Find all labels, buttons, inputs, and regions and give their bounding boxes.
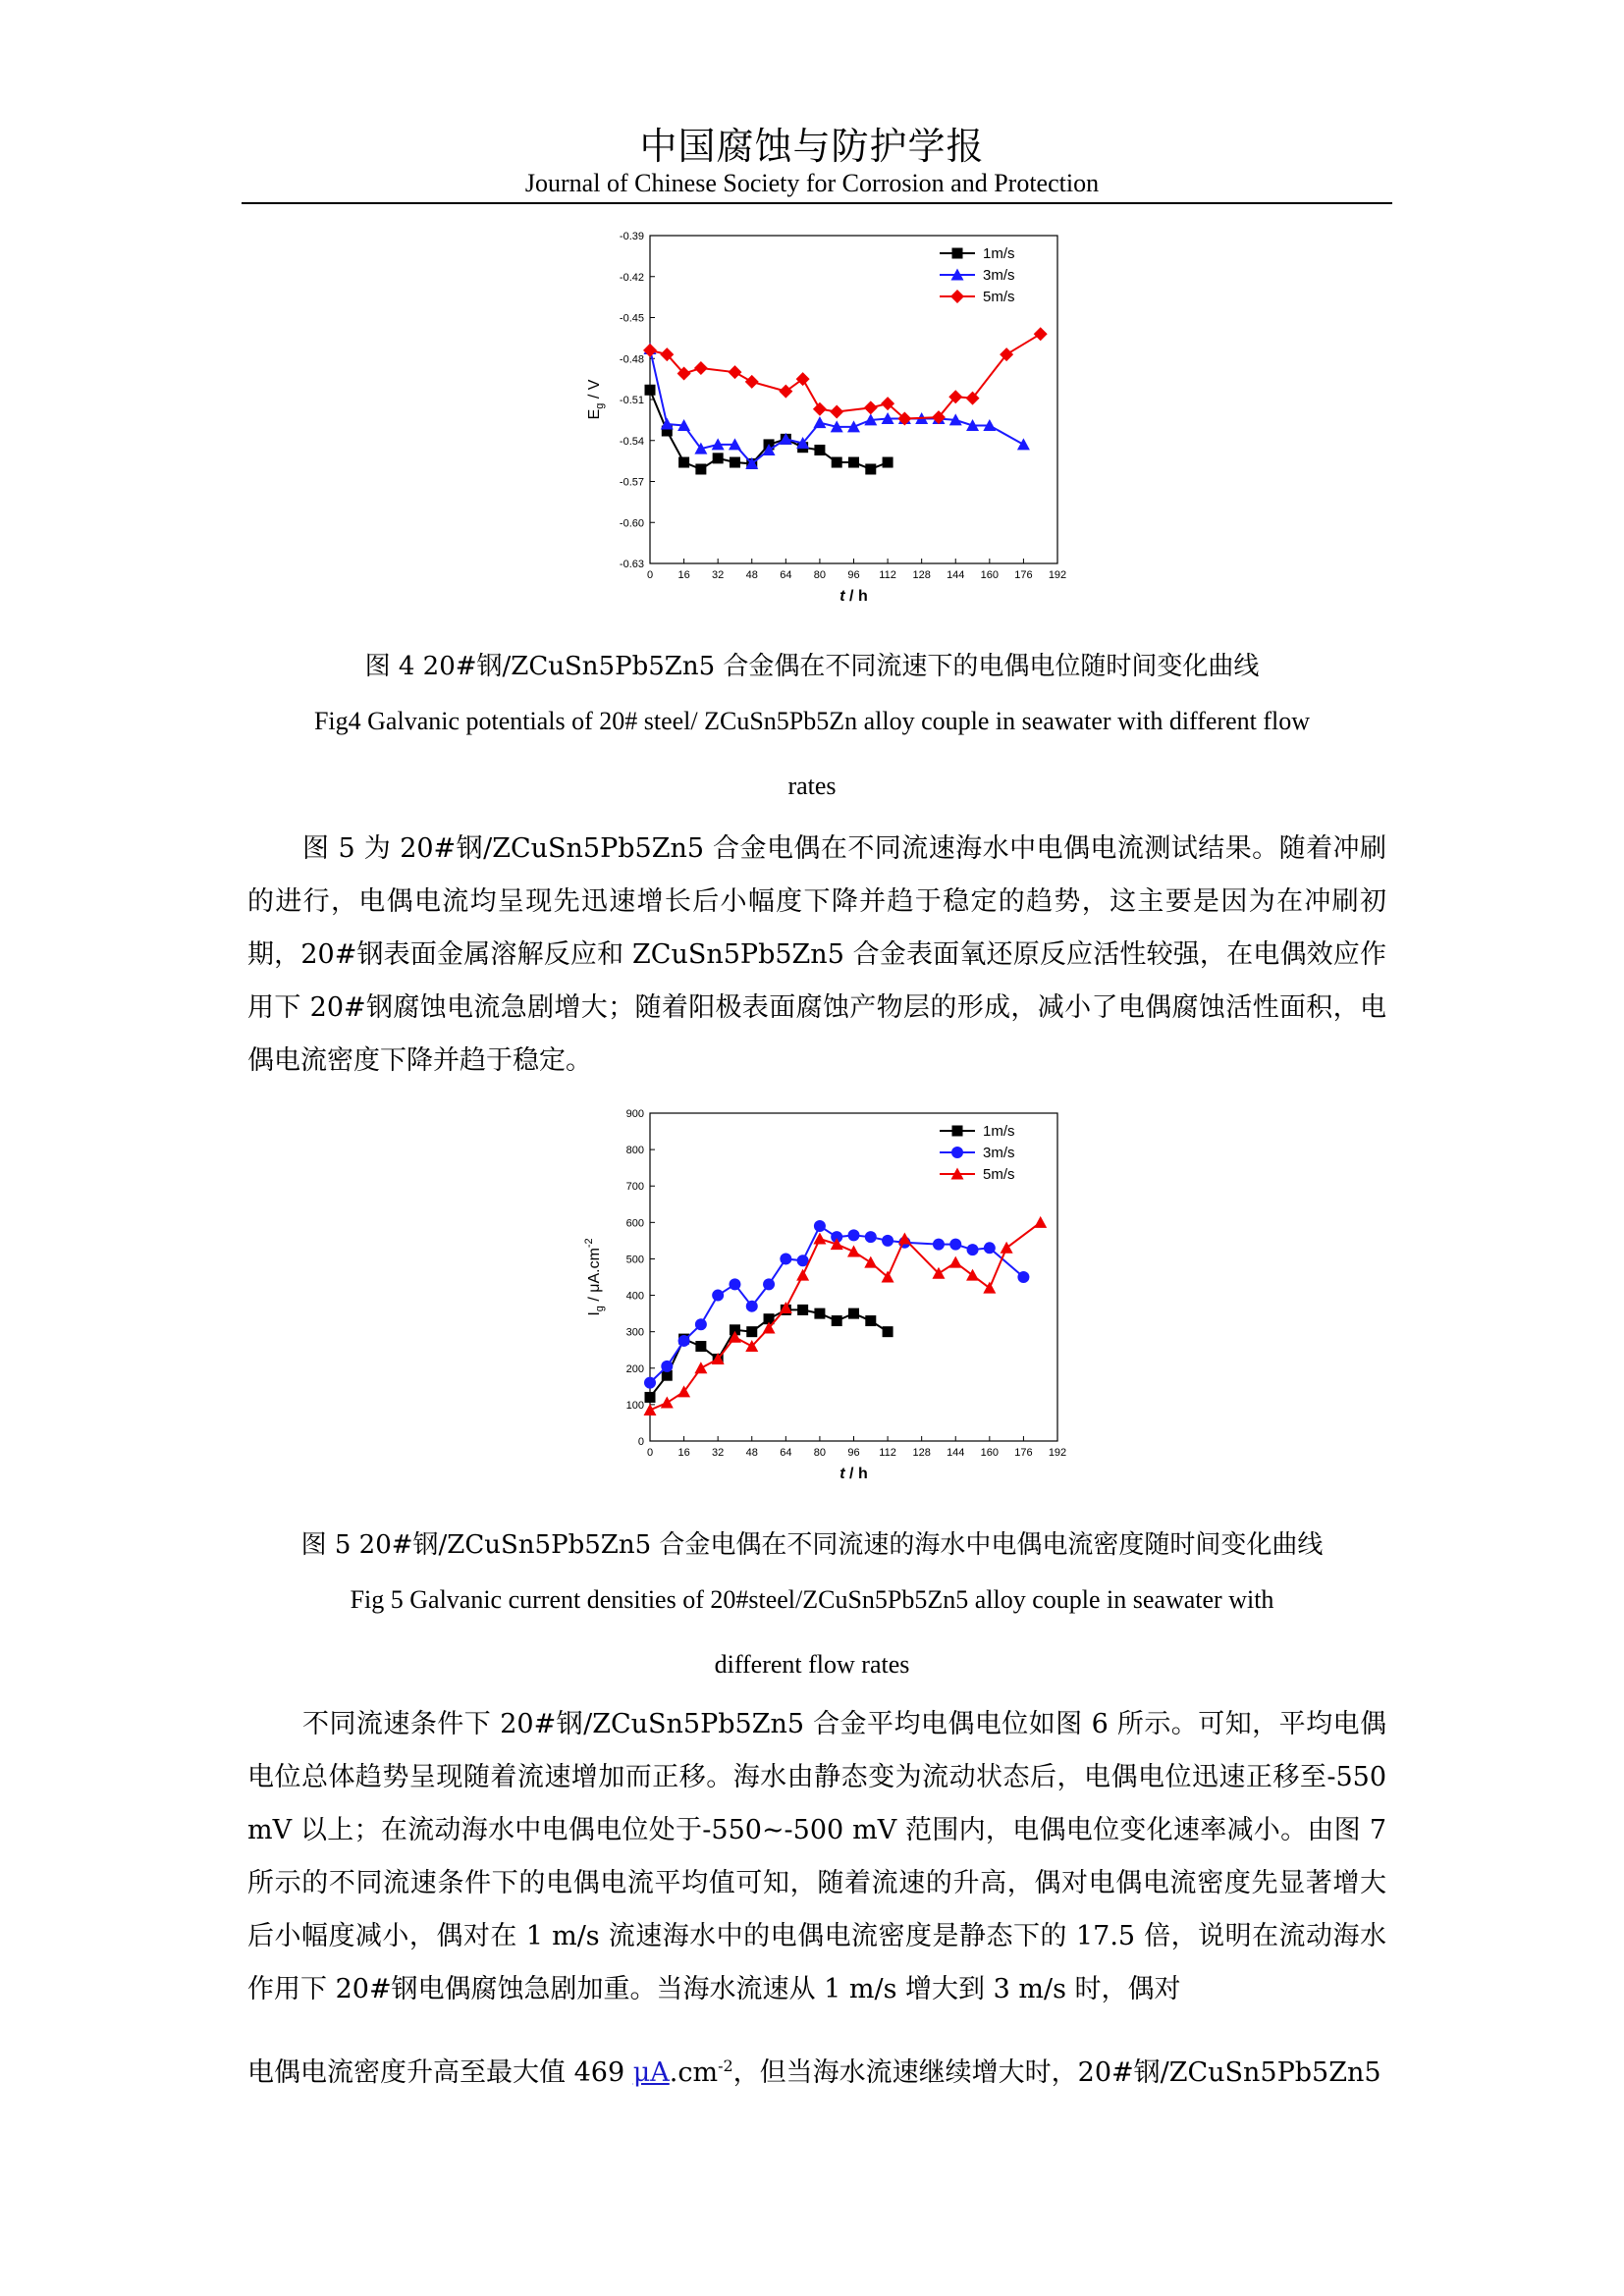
fig5-series-1m/s-point	[814, 1308, 825, 1319]
fig4-series-5m/s-point	[779, 385, 792, 399]
fig5-series-1m/s-point	[883, 1326, 893, 1337]
fig4-series-5m/s-line	[650, 334, 1041, 418]
fig5-x-tick-label: 48	[745, 1447, 758, 1459]
fig5-series-3m/s-point	[933, 1239, 945, 1251]
fig4-legend-3m/s-label: 3m/s	[983, 267, 1015, 284]
fig5-x-tick-label: 128	[912, 1447, 931, 1459]
body-paragraph-2	[247, 1698, 1386, 2016]
fig5-series-3m/s-point	[661, 1361, 673, 1372]
fig5-series-3m/s-point	[746, 1301, 758, 1312]
fig5-x-tick-label: 112	[879, 1447, 896, 1459]
fig5-series-5m/s-point	[847, 1246, 860, 1257]
fig4-series-5m/s-point	[745, 375, 759, 389]
fig5-chart	[569, 1105, 1080, 1498]
fig5-series-3m/s-point	[848, 1229, 860, 1241]
fig4-y-tick-label: -0.57	[619, 476, 644, 489]
body-paragraph-3	[247, 2047, 1386, 2093]
fig4-y-tick-label: -0.45	[619, 312, 644, 325]
fig4-x-tick-label: 112	[879, 569, 896, 581]
fig5-series-1m/s-point	[797, 1305, 808, 1315]
fig4-series-5m/s-point	[864, 400, 878, 414]
fig5-series-3m/s-point	[814, 1220, 826, 1232]
fig5-series-3m/s-point	[678, 1335, 690, 1347]
fig5-series-3m/s-point	[882, 1235, 893, 1247]
fig5-series-1m/s-point	[848, 1308, 859, 1319]
fig5-caption-en-line2: different flow rates	[714, 1650, 910, 1679]
fig4-caption-en-line1: Fig4 Galvanic potentials of 20# steel/ ZCuSn5Pb5Zn alloy couple in seawater with different flow	[313, 707, 1311, 735]
fig5-series-3m/s-point	[763, 1278, 775, 1290]
fig4-series-1m/s-point	[678, 457, 689, 468]
fig4-series-3m/s-point	[813, 416, 826, 428]
fig4-y-tick-label: -0.63	[619, 559, 644, 570]
unit-cm: .cm	[669, 2057, 719, 2088]
fig4-series-3m/s-point	[1017, 438, 1030, 450]
fig5-series-1m/s-point	[832, 1315, 842, 1326]
fig5-series-5m/s-point	[796, 1269, 809, 1281]
fig4-y-tick-label: -0.48	[619, 353, 644, 366]
fig4-chart	[569, 228, 1080, 620]
fig5-series-3m/s-point	[967, 1244, 979, 1255]
fig5-series-5m/s-point	[1001, 1242, 1013, 1254]
fig5-series-5m/s-point	[983, 1282, 996, 1294]
fig5-x-tick-label: 144	[947, 1447, 965, 1459]
fig5-x-tick-label: 80	[813, 1447, 827, 1459]
fig5-series-3m/s-point	[1017, 1271, 1029, 1283]
fig4-x-tick-label: 96	[847, 569, 860, 581]
fig4-series-1m/s-point	[713, 453, 724, 463]
fig4-caption-en-line2: rates	[787, 772, 837, 800]
fig4-plot-frame	[650, 236, 1057, 563]
fig4-series-1m/s-point	[695, 463, 706, 474]
fig5-y-tick-label: 600	[625, 1217, 644, 1230]
fig4-x-tick-label: 16	[677, 569, 690, 581]
fig5-series-1m/s-point	[746, 1326, 757, 1337]
fig4-y-tick-label: -0.54	[619, 435, 644, 448]
fig4-y-tick-label: -0.51	[619, 395, 644, 406]
fig5-caption-cn: 图 5 20#钢/ZCuSn5Pb5Zn5 合金电偶在不同流速的海水中电偶电流密度随时间变化曲线	[300, 1530, 1324, 1560]
fig5-x-tick-label: 176	[1014, 1447, 1033, 1459]
fig4-x-axis-label: t / h	[839, 588, 868, 605]
fig4-y-tick-label: -0.60	[619, 517, 644, 530]
fig5-plot-frame	[650, 1113, 1057, 1441]
fig5-series-5m/s-point	[694, 1362, 707, 1373]
body-paragraph-1	[247, 823, 1386, 1088]
fig4-caption-cn: 图 4 20#钢/ZCuSn5Pb5Zn5 合金偶在不同流速下的电偶电位随时间变化曲线	[364, 652, 1260, 681]
fig4-series-5m/s-point	[1034, 327, 1048, 341]
fig5-series-5m/s-point	[898, 1233, 911, 1245]
fig4-series-1m/s-point	[848, 457, 859, 468]
fig4-series-5m/s-point	[796, 372, 810, 386]
fig4-legend-5m/s-marker	[950, 290, 964, 303]
fig5-series-5m/s-point	[644, 1404, 657, 1415]
journal-title-en: Journal of Chinese Society for Corrosion and Protection	[524, 169, 1100, 197]
fig5-series-3m/s-point	[712, 1290, 724, 1302]
paragraph-1-text: 图 5 为 20#钢/ZCuSn5Pb5Zn5 合金电偶在不同流速海水中电偶电流测试结果。随着冲刷的进行，电偶电流均呈现先迅速增长后小幅度下降并趋于稳定的趋势，这主要是因为在冲刷初期，20#钢表面金属溶解反应和 ZCuSn5Pb5Zn5 合金表面氧还原反应活性较强，在电偶效应作用下 20#钢腐蚀电流急剧增大；随着阳极表面腐蚀产物层的形成，减小了电偶腐蚀活性面积，电偶电流密度下降并趋于稳定。	[247, 833, 1386, 1076]
fig4-series-1m/s-point	[814, 445, 825, 455]
fig5-series-5m/s-point	[966, 1269, 979, 1281]
fig4-x-tick-label: 144	[947, 569, 965, 581]
fig5-x-tick-label: 32	[712, 1447, 725, 1459]
fig4-series-1m/s-point	[645, 385, 656, 396]
fig5-series-1m/s-point	[645, 1392, 656, 1403]
fig5-series-5m/s-point	[949, 1256, 962, 1268]
fig4-legend-5m/s-label: 5m/s	[983, 289, 1015, 305]
fig5-y-tick-label: 700	[625, 1181, 644, 1194]
fig5-y-tick-label: 0	[637, 1436, 644, 1448]
fig5-y-axis-label: $I_g / \mu A.cm^{-2}$	[583, 1238, 606, 1316]
fig5-y-tick-label: 200	[625, 1362, 644, 1375]
fig4-series-1m/s-point	[883, 457, 893, 468]
fig4-x-tick-label: 160	[980, 569, 1000, 581]
fig5-series-3m/s-point	[644, 1377, 656, 1389]
fig5-series-3m/s-point	[780, 1253, 791, 1264]
paragraph-2-text: 不同流速条件下 20#钢/ZCuSn5Pb5Zn5 合金平均电偶电位如图 6 所示。可知，平均电偶电位总体趋势呈现随着流速增加而正移。海水由静态变为流动状态后，电偶电位迅速正移至-550 mV 以上；在流动海水中电偶电位处于-550~-500 mV 范围内，电偶电位变化速率减小。由图 7 所示的不同流速条件下的电偶电流平均值可知，随着流速的升高，偶对电偶电流密度先显著增大后小幅度减小，偶对在 1 m/s 流速海水中的电偶电流密度是静态下的 17.5 倍，说明在流动海水作用下 20#钢电偶腐蚀急剧加重。当海水流速从 1 m/s 增大到 3 m/s 时，偶对	[247, 1709, 1386, 2004]
fig5-series-1m/s-point	[695, 1341, 706, 1352]
fig5-series-5m/s-point	[1034, 1216, 1047, 1228]
fig4-series-1m/s-point	[832, 457, 842, 468]
fig4-series-1m/s-point	[730, 457, 740, 468]
fig4-series-5m/s-point	[643, 344, 657, 357]
fig5-y-tick-label: 300	[625, 1326, 644, 1339]
journal-title-cn: 中国腐蚀与防护学报	[639, 125, 985, 168]
fig5-series-3m/s-point	[949, 1239, 961, 1251]
fig5-legend-3m/s-label: 3m/s	[983, 1145, 1015, 1161]
fig4-y-tick-label: -0.39	[619, 231, 644, 242]
fig4-x-tick-label: 64	[780, 569, 792, 581]
fig5-y-tick-label: 800	[625, 1145, 644, 1157]
fig5-legend-5m/s-label: 5m/s	[983, 1166, 1015, 1183]
fig4-series-5m/s-point	[813, 402, 827, 416]
fig4-series-5m/s-point	[830, 405, 843, 419]
fig5-series-5m/s-point	[864, 1256, 877, 1268]
fig5-series-5m/s-point	[661, 1397, 674, 1409]
unit-exponent: -2	[718, 2056, 733, 2075]
fig5-x-tick-label: 16	[677, 1447, 690, 1459]
fig4-series-5m/s-point	[694, 361, 708, 375]
fig4-series-5m/s-point	[728, 365, 741, 379]
fig5-x-axis-label: t / h	[839, 1466, 868, 1482]
fig5-x-tick-label: 64	[780, 1447, 792, 1459]
fig4-series-1m/s-point	[865, 463, 876, 474]
fig5-y-tick-label: 900	[625, 1108, 644, 1120]
fig5-series-3m/s-point	[984, 1242, 996, 1254]
fig5-series-3m/s-point	[729, 1278, 740, 1290]
fig4-x-tick-label: 192	[1048, 569, 1067, 581]
fig5-series-3m/s-point	[865, 1231, 877, 1243]
fig4-x-tick-label: 80	[813, 569, 827, 581]
fig5-caption-en-line1: Fig 5 Galvanic current densities of 20#steel/ZCuSn5Pb5Zn5 alloy couple in seawater with	[350, 1585, 1274, 1614]
fig4-x-tick-label: 48	[745, 569, 758, 581]
fig4-x-tick-label: 128	[912, 569, 931, 581]
fig5-x-tick-label: 192	[1048, 1447, 1067, 1459]
fig4-y-axis-label: $E_g$ / V	[586, 379, 606, 420]
fig5-legend-3m/s-marker	[951, 1147, 963, 1158]
fig4-x-tick-label: 0	[646, 569, 654, 581]
fig5-series-1m/s-point	[865, 1315, 876, 1326]
fig5-x-tick-label: 160	[980, 1447, 1000, 1459]
fig4-x-tick-label: 32	[712, 569, 725, 581]
fig5-legend-1m/s-marker	[952, 1126, 963, 1137]
fig4-y-tick-label: -0.42	[619, 271, 644, 284]
fig5-y-tick-label: 500	[625, 1254, 644, 1266]
fig5-x-tick-label: 96	[847, 1447, 860, 1459]
paragraph-3-suffix: ，但当海水流速继续增大时，20#钢/ZCuSn5Pb5Zn5	[732, 2057, 1381, 2088]
fig5-y-tick-label: 100	[625, 1399, 644, 1412]
fig5-legend-1m/s-label: 1m/s	[983, 1123, 1015, 1140]
paragraph-3-prefix: 电偶电流密度升高至最大值 469	[247, 2057, 633, 2088]
fig4-x-tick-label: 176	[1014, 569, 1033, 581]
header-rule	[242, 202, 1392, 204]
unit-micro-ampere: μA	[632, 2057, 670, 2088]
fig4-legend-1m/s-marker	[952, 248, 963, 259]
fig5-x-tick-label: 0	[646, 1447, 654, 1459]
fig5-y-tick-label: 400	[625, 1290, 644, 1303]
fig4-legend-1m/s-label: 1m/s	[983, 245, 1015, 262]
fig5-series-3m/s-point	[695, 1318, 707, 1330]
